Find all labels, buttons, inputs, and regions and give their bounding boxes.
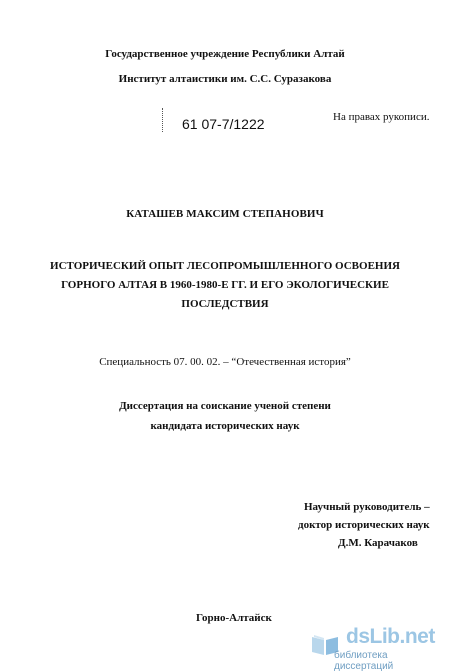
thesis-title-line-3: ПОСЛЕДСТВИЯ: [181, 298, 269, 310]
thesis-title-line-2: ГОРНОГО АЛТАЯ В 1960-1980-Е ГГ. И ЕГО ЭКОЛОГИЧЕСКИЕ: [61, 279, 389, 291]
watermark-subtitle: библиотека диссертаций: [334, 650, 394, 672]
supervisor-name: Д.М. Карачаков: [338, 537, 418, 549]
watermark[interactable]: [304, 625, 444, 672]
supervisor-degree: доктор исторических наук: [298, 519, 430, 531]
city-line: Горно-Алтайск: [196, 612, 272, 624]
thesis-title-line-1: ИСТОРИЧЕСКИЙ ОПЫТ ЛЕСОПРОМЫШЛЕННОГО ОСВОЕНИЯ: [50, 260, 400, 272]
supervisor-label: Научный руководитель –: [304, 501, 430, 513]
watermark-logo: dsLib.net: [346, 625, 435, 648]
scan-mark: [162, 108, 167, 132]
dissertation-line-2: кандидата исторических наук: [150, 420, 300, 432]
specialty-line: Специальность 07. 00. 02. – “Отечественная история”: [99, 356, 351, 368]
institute-line: Институт алтаистики им. С.С. Суразакова: [118, 73, 332, 85]
dissertation-line-1: Диссертация на соискание ученой степени: [119, 400, 331, 412]
author-name: КАТАШЕВ МАКСИМ СТЕПАНОВИЧ: [126, 208, 324, 220]
rights-note: На правах рукописи.: [333, 111, 430, 123]
organization-line: Государственное учреждение Республики Алтай: [105, 48, 345, 60]
catalog-code: 61 07-7/1222: [182, 116, 265, 132]
